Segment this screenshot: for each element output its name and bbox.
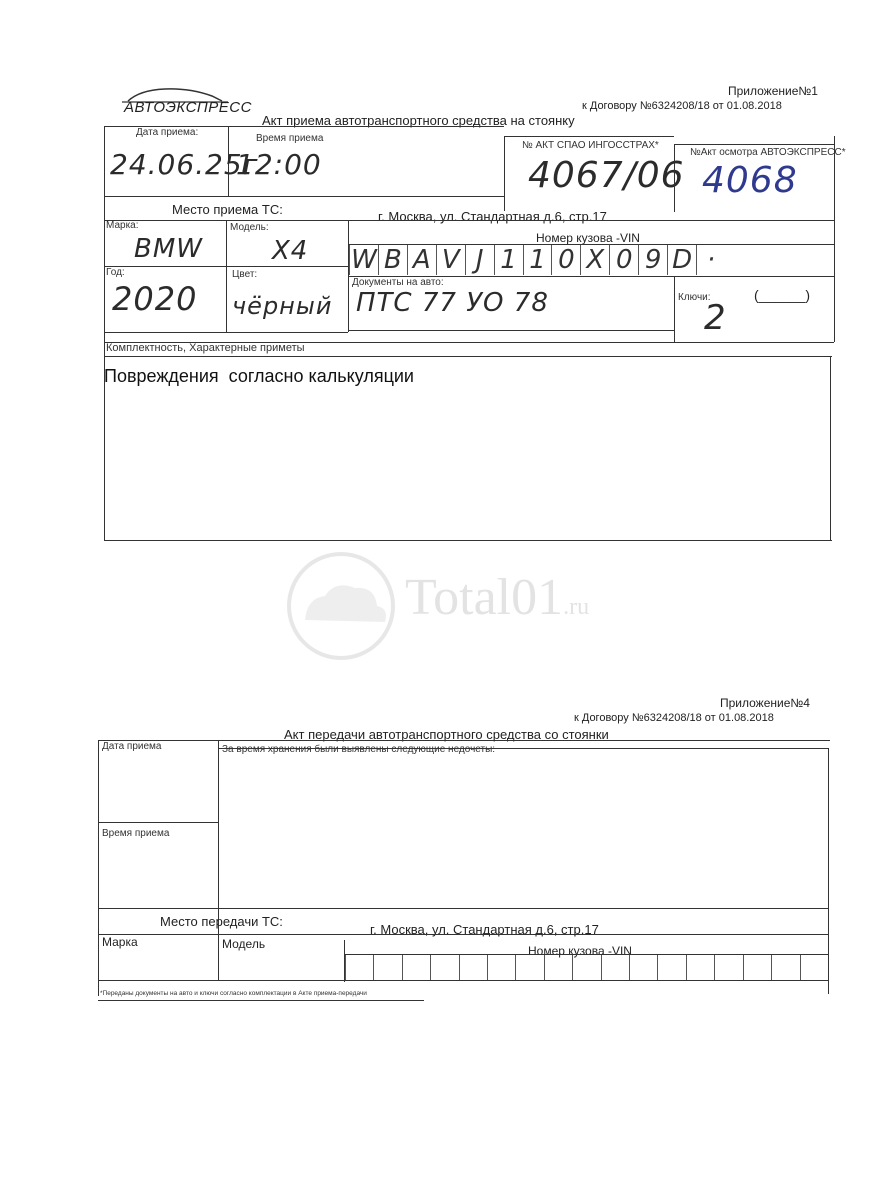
vin-cell-empty [487,955,515,981]
bottom-place-label: Место передачи ТС: [160,914,283,929]
vin-cell: A [407,245,436,275]
model-value: X4 [272,236,309,266]
vin-cell: 9 [638,245,667,275]
date-label: Дата приема: [136,127,199,138]
place-label: Место приема ТС: [172,202,283,217]
bottom-date-label: Дата приема [102,741,162,752]
vin-cell-empty [459,955,487,981]
watermark-logo-icon [285,550,405,670]
watermark [285,550,605,670]
vin-cell: 1 [523,245,552,275]
completeness-label: Комплектность, Характерные приметы [106,342,305,354]
vin-cell: B [378,245,407,275]
year-label: Год: [106,267,125,278]
vin-cell: 0 [609,245,638,275]
footnote: *Переданы документы на авто и ключи согласно комплектации в Акте приема-передачи [100,990,367,997]
vin-cell-empty [345,955,373,981]
act-splo-value: 4067/06 [528,155,685,196]
vin-cell: J [465,245,494,275]
vin-cell: X [580,245,609,275]
keys-label: Ключи: [678,292,711,303]
vin-cell-empty [373,955,401,981]
bottom-model-label: Модель [222,937,266,951]
docs-label: Документы на авто: [352,277,444,288]
vin-cell: D [667,245,696,275]
vin-label: Номер кузова -VIN [536,231,640,245]
vin-cell-empty [430,955,458,981]
color-value: чёрный [232,292,333,320]
brand-label: Марка: [106,220,139,231]
year-value: 2020 [112,280,198,318]
bottom-place-value: г. Москва, ул. Стандартная д.6, стр.17 [370,922,599,937]
keys-value: 2 [704,298,727,338]
docs-value: ПТС 77 УО 78 [356,288,549,318]
vin-cell-empty [572,955,600,981]
vin-cell-empty [515,955,543,981]
vin-cells [349,245,725,275]
act-auto-value: 4068 [702,160,798,201]
time-value: 12:00 [236,148,322,181]
vin-cell: V [436,245,465,275]
vin-cell-empty [800,955,828,981]
vin-cell-empty [714,955,742,981]
damage-text: Повреждения согласно калькуляции [104,366,414,386]
bottom-brand-label: Марка [102,935,138,949]
vin-cell-empty [601,955,629,981]
brand-value: BMW [134,234,203,264]
act-auto-label: №Акт осмотра АВТОЭКСПРЕСС* [690,147,846,158]
vin-cell: 0 [551,245,580,275]
date-value: 24.06.25г [110,148,259,181]
color-label: Цвет: [232,269,258,280]
keys-box: (______) [754,287,811,303]
form-title: Акт приема автотранспортного средства на стоянку [262,113,575,128]
logo [120,84,252,122]
defects-label: За время хранения были выявлены следующие недочеты: [222,744,496,755]
vin-cell: 1 [494,245,523,275]
vin-cell-empty [657,955,685,981]
bottom-title: Акт передачи автотранспортного средства со стоянки [284,727,609,742]
contract-ref: к Договору №6324208/18 от 01.08.2018 [582,100,782,112]
vin-cell-empty [402,955,430,981]
vin-cell-empty [743,955,771,981]
vin-cell: · [696,245,725,275]
vin-cell-empty [629,955,657,981]
logo-text: АВТОЭКСПРЕСС [124,99,252,116]
bottom-contract-ref: к Договору №6324208/18 от 01.08.2018 [574,712,774,724]
vin-cell-empty [771,955,799,981]
vin-cell: W [349,245,378,275]
time-label: Время приема [256,133,324,144]
place-value: г. Москва, ул. Стандартная д.6, стр.17 [378,209,607,224]
bottom-vin-cells [345,955,828,981]
bottom-vin-label: Номер кузова -VIN [528,944,632,958]
bottom-appendix: Приложение№4 [720,696,810,710]
watermark-text: Total01 [405,569,564,626]
act-splo-label: № АКТ СПАО ИНГОССТРАХ* [522,140,659,151]
appendix-label: Приложение№1 [728,84,818,98]
vin-cell-empty [686,955,714,981]
vin-cell-empty [544,955,572,981]
watermark-suffix: .ru [563,594,590,620]
model-label: Модель: [230,222,269,233]
bottom-time-label: Время приема [102,828,170,839]
